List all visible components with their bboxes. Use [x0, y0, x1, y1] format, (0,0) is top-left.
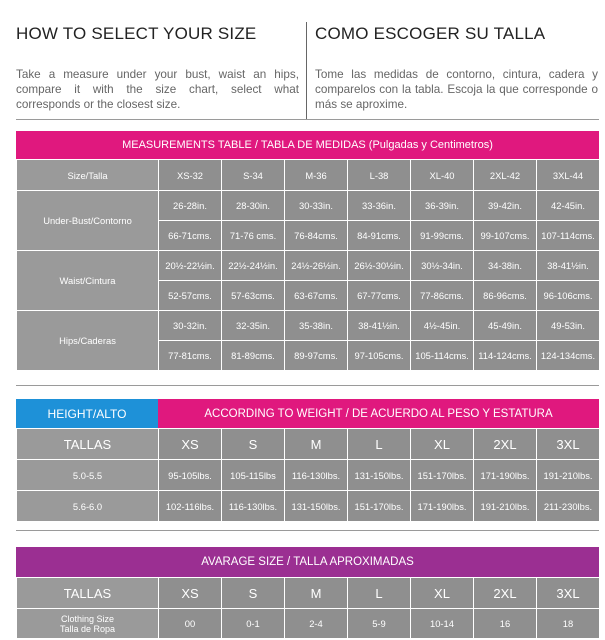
table-cell: 28-30in. — [222, 191, 285, 221]
weight-table — [16, 428, 600, 522]
table-row — [17, 491, 600, 522]
average-table — [16, 577, 600, 639]
table-cell: 30-32in. — [159, 311, 222, 341]
size-header: S — [222, 429, 285, 460]
table-cell: 81-89cms. — [222, 341, 285, 371]
table-cell: 0-1 — [222, 609, 285, 639]
table-cell: 2-4 — [285, 609, 348, 639]
row-label-waist: Waist/Cintura — [17, 251, 159, 311]
size-header: 2XL — [474, 429, 537, 460]
table-cell: 131-150lbs. — [285, 491, 348, 522]
size-header: XS-32 — [159, 160, 222, 191]
table-cell: 84-91cms. — [348, 221, 411, 251]
table-row — [17, 251, 600, 281]
intro-en: Take a measure under your bust, waist an hips, compare it with the size chart, select what corresponds or the closest size. — [16, 68, 299, 111]
table-cell: 151-170lbs. — [348, 491, 411, 522]
table-cell: 45-49in. — [474, 311, 537, 341]
table-cell: 33-36in. — [348, 191, 411, 221]
table-cell: 10-14 — [411, 609, 474, 639]
size-header: L — [348, 578, 411, 609]
size-header: 2XL — [474, 578, 537, 609]
table-cell: 171-190lbs. — [474, 460, 537, 491]
table-cell: 36-39in. — [411, 191, 474, 221]
size-header: XS — [159, 429, 222, 460]
height-value: 5.0-5.5 — [17, 460, 159, 491]
size-header: XS — [159, 578, 222, 609]
size-header: M — [285, 429, 348, 460]
size-header: L-38 — [348, 160, 411, 191]
size-header: L — [348, 429, 411, 460]
size-header: XL — [411, 578, 474, 609]
size-header: 3XL — [537, 429, 600, 460]
size-header-row — [17, 429, 600, 460]
clothing-size-label-en: Clothing Size — [60, 613, 115, 624]
table-cell: 4½-45in. — [411, 311, 474, 341]
table-cell: 114-124cms. — [474, 341, 537, 371]
table-cell: 32-35in. — [222, 311, 285, 341]
table-cell: 38-41½in. — [537, 251, 600, 281]
table-cell: 63-67cms. — [285, 281, 348, 311]
table-row — [17, 191, 600, 221]
table-cell: 124-134cms. — [537, 341, 600, 371]
table-cell: 66-71cms. — [159, 221, 222, 251]
table-cell: 77-86cms. — [411, 281, 474, 311]
table-cell: 5-9 — [348, 609, 411, 639]
table-cell: 171-190lbs. — [411, 491, 474, 522]
table-cell: 26-28in. — [159, 191, 222, 221]
table-cell: 26½-30½in. — [348, 251, 411, 281]
table-cell: 151-170lbs. — [411, 460, 474, 491]
table-cell: 49-53in. — [537, 311, 600, 341]
height-value: 5.6-6.0 — [17, 491, 159, 522]
size-header-row — [17, 578, 600, 609]
table-cell: 116-130lbs. — [222, 491, 285, 522]
table-row — [17, 460, 600, 491]
table-cell: 131-150lbs. — [348, 460, 411, 491]
table-cell: 20½-22½in. — [159, 251, 222, 281]
table-cell: 71-76 cms. — [222, 221, 285, 251]
header-divider — [306, 22, 307, 120]
size-header: XL — [411, 429, 474, 460]
table-cell: 77-81cms. — [159, 341, 222, 371]
tallas-label: TALLAS — [17, 429, 159, 460]
size-header: M — [285, 578, 348, 609]
size-header-row — [17, 160, 600, 191]
weight-title: ACCORDING TO WEIGHT / DE ACUERDO AL PESO Y ESTATURA — [158, 399, 599, 428]
measurements-table — [16, 159, 600, 371]
table-cell: 105-115lbs — [222, 460, 285, 491]
height-label: HEIGHT/ALTO — [16, 399, 158, 428]
table-cell: 00 — [159, 609, 222, 639]
size-header: S-34 — [222, 160, 285, 191]
table-cell: 30½-34in. — [411, 251, 474, 281]
table-cell: 102-116lbs. — [159, 491, 222, 522]
table-cell: 34-38in. — [474, 251, 537, 281]
table-cell: 30-33in. — [285, 191, 348, 221]
tallas-label: TALLAS — [17, 578, 159, 609]
section-divider — [16, 119, 599, 120]
row-label-hips: Hips/Caderas — [17, 311, 159, 371]
intro-es: Tome las medidas de contorno, cintura, cadera y comparelos con la tabla. Escoja la que corresponde o más se aproxime. — [315, 68, 598, 111]
section-divider — [16, 385, 599, 386]
row-label-underbust: Under-Bust/Contorno — [17, 191, 159, 251]
table-cell: 105-114cms. — [411, 341, 474, 371]
table-cell: 18 — [537, 609, 600, 639]
section-divider — [16, 530, 599, 531]
table-cell: 91-99cms. — [411, 221, 474, 251]
size-header: 3XL-44 — [537, 160, 600, 191]
table-cell: 89-97cms. — [285, 341, 348, 371]
table-cell: 57-63cms. — [222, 281, 285, 311]
table-cell: 96-106cms. — [537, 281, 600, 311]
size-header: S — [222, 578, 285, 609]
table-cell: 39-42in. — [474, 191, 537, 221]
table-cell: 38-41½in. — [348, 311, 411, 341]
table-cell: 76-84cms. — [285, 221, 348, 251]
measurements-title: MEASUREMENTS TABLE / TABLA DE MEDIDAS (Pulgadas y Centimetros) — [16, 131, 599, 159]
table-cell: 191-210lbs. — [474, 491, 537, 522]
table-cell: 16 — [474, 609, 537, 639]
table-cell: 211-230lbs. — [537, 491, 600, 522]
table-cell: 67-77cms. — [348, 281, 411, 311]
table-cell: 99-107cms. — [474, 221, 537, 251]
clothing-size-label — [17, 609, 159, 639]
size-header: XL-40 — [411, 160, 474, 191]
average-title: AVARAGE SIZE / TALLA APROXIMADAS — [16, 547, 599, 577]
table-cell: 24½-26½in. — [285, 251, 348, 281]
clothing-size-label-es: Talla de Ropa — [59, 623, 116, 634]
table-cell: 42-45in. — [537, 191, 600, 221]
table-cell: 22½-24½in. — [222, 251, 285, 281]
table-cell: 116-130lbs. — [285, 460, 348, 491]
size-label: Size/Talla — [17, 160, 159, 191]
title-es: COMO ESCOGER SU TALLA — [315, 24, 546, 43]
table-cell: 86-96cms. — [474, 281, 537, 311]
size-header: M-36 — [285, 160, 348, 191]
table-row — [17, 609, 600, 639]
table-cell: 95-105lbs. — [159, 460, 222, 491]
size-header: 3XL — [537, 578, 600, 609]
table-cell: 97-105cms. — [348, 341, 411, 371]
size-header: 2XL-42 — [474, 160, 537, 191]
table-cell: 107-114cms. — [537, 221, 600, 251]
title-en: HOW TO SELECT YOUR SIZE — [16, 24, 257, 43]
table-cell: 35-38in. — [285, 311, 348, 341]
table-row — [17, 311, 600, 341]
table-cell: 191-210lbs. — [537, 460, 600, 491]
table-cell: 52-57cms. — [159, 281, 222, 311]
